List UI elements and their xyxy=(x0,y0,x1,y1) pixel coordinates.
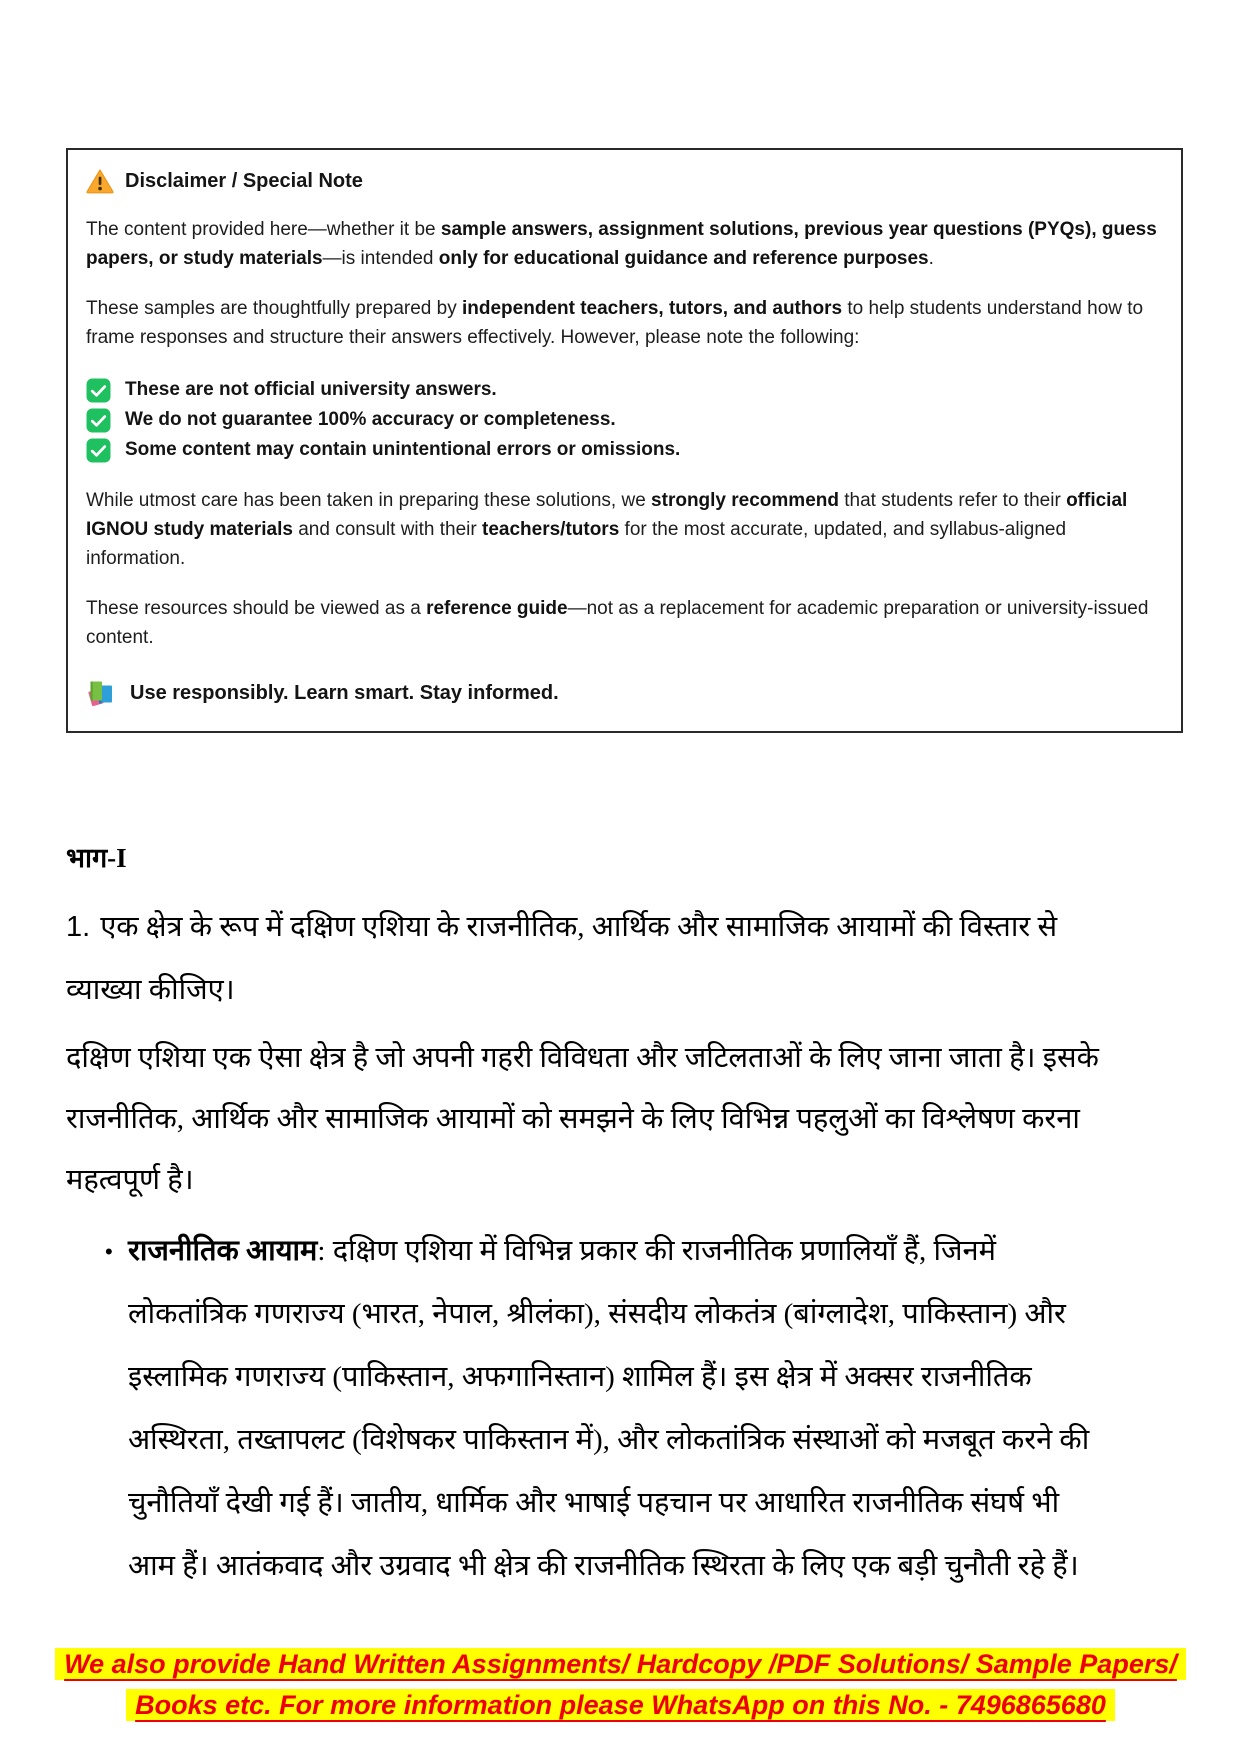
disclaimer-paragraph-4: These resources should be viewed as a reference guide—not as a replacement for academic preparation or university-issued content. xyxy=(86,598,1149,648)
bullet-line: इस्लामिक गणराज्य (पाकिस्तान, अफगानिस्तान) शामिल हैं। इस क्षेत्र में अक्सर राजनीतिक xyxy=(128,1361,1032,1393)
part-heading: भाग-I xyxy=(66,843,127,873)
question-line: 1. एक क्षेत्र के रूप में दक्षिण एशिया के राजनीतिक, आर्थिक और सामाजिक आयामों की विस्तार से xyxy=(66,911,1058,943)
checklist-item-label: We do not guarantee 100% accuracy or completeness. xyxy=(125,409,616,430)
bullet-term: राजनीतिक आयाम xyxy=(128,1235,318,1267)
checklist-item-label: These are not official university answers. xyxy=(125,379,497,400)
intro-line: राजनीतिक, आर्थिक और सामाजिक आयामों को समझने के लिए विभिन्न पहलुओं का विश्लेषण करना xyxy=(66,1103,1080,1135)
question-line: व्याख्या कीजिए। xyxy=(66,974,235,1006)
bullet-political-dimension xyxy=(66,1220,1186,1598)
green-check-icon xyxy=(86,378,111,403)
disclaimer-title-row xyxy=(86,168,1157,194)
question-1 xyxy=(66,896,1176,1022)
green-check-icon xyxy=(86,438,111,463)
footer-promo xyxy=(0,1644,1241,1726)
disclaimer-paragraph-3: While utmost care has been taken in preparing these solutions, we strongly recommend that students refer to their official IGNOU study materials and consult with their teachers/tutors for the most accurate, updated, and syllabus-aligned information. xyxy=(86,490,1128,569)
footer-promo-line xyxy=(0,1685,1241,1726)
warning-icon xyxy=(86,168,114,194)
bullet-line: लोकतांत्रिक गणराज्य (भारत, नेपाल, श्रीलंका), संसदीय लोकतंत्र (बांग्लादेश, पाकिस्तान) और xyxy=(128,1298,1066,1330)
bullet-line: आम हैं। आतंकवाद और उग्रवाद भी क्षेत्र की राजनीतिक स्थिरता के लिए एक बड़ी चुनौती रहे हैं। xyxy=(128,1550,1079,1582)
disclaimer-title: Disclaimer / Special Note xyxy=(125,169,363,192)
disclaimer-box xyxy=(66,148,1183,733)
intro-line: दक्षिण एशिया एक ऐसा क्षेत्र है जो अपनी गहरी विविधता और जटिलताओं के लिए जाना जाता है। इसके xyxy=(66,1042,1099,1074)
closing-line xyxy=(86,679,1157,707)
question-number: 1. xyxy=(66,911,91,943)
footer-promo-line xyxy=(0,1644,1241,1685)
intro-line: महत्वपूर्ण है। xyxy=(66,1164,194,1196)
disclaimer-checklist xyxy=(86,375,1157,465)
bullet-text xyxy=(128,1220,1089,1598)
disclaimer-paragraph-2: These samples are thoughtfully prepared by independent teachers, tutors, and authors to help students understand how to frame responses and structure their answers effectively. However, please note the following: xyxy=(86,298,1144,348)
green-check-icon xyxy=(86,408,111,433)
closing-text: Use responsibly. Learn smart. Stay informed. xyxy=(130,681,559,704)
footer-promo-text: We also provide Hand Written Assignments/ Hardcopy /PDF Solutions/ Sample Papers/ xyxy=(55,1648,1186,1680)
bullet-line: चुनौतियाँ देखी गई हैं। जातीय, धार्मिक और भाषाई पहचान पर आधारित राजनीतिक संघर्ष भी xyxy=(128,1487,1060,1519)
footer-promo-text: Books etc. For more information please WhatsApp on this No. - 7496865680 xyxy=(126,1689,1115,1721)
checklist-item xyxy=(86,435,1157,465)
bullet-line: राजनीतिक आयाम: दक्षिण एशिया में विभिन्न प्रकार की राजनीतिक प्रणालियाँ हैं, जिनमें xyxy=(128,1235,996,1267)
checklist-item-label: Some content may contain unintentional errors or omissions. xyxy=(125,439,681,460)
bullet-marker: • xyxy=(105,1239,113,1264)
checklist-item xyxy=(86,405,1157,435)
answer-intro-paragraph xyxy=(66,1028,1176,1211)
books-icon xyxy=(86,679,116,707)
disclaimer-paragraph-1: The content provided here—whether it be sample answers, assignment solutions, previous year questions (PYQs), guess papers, or study materials—is intended only for educational guidance and reference purposes. xyxy=(86,219,1157,269)
checklist-item xyxy=(86,375,1157,405)
bullet-line: अस्थिरता, तख्तापलट (विशेषकर पाकिस्तान में), और लोकतांत्रिक संस्थाओं को मजबूत करने की xyxy=(128,1424,1090,1456)
